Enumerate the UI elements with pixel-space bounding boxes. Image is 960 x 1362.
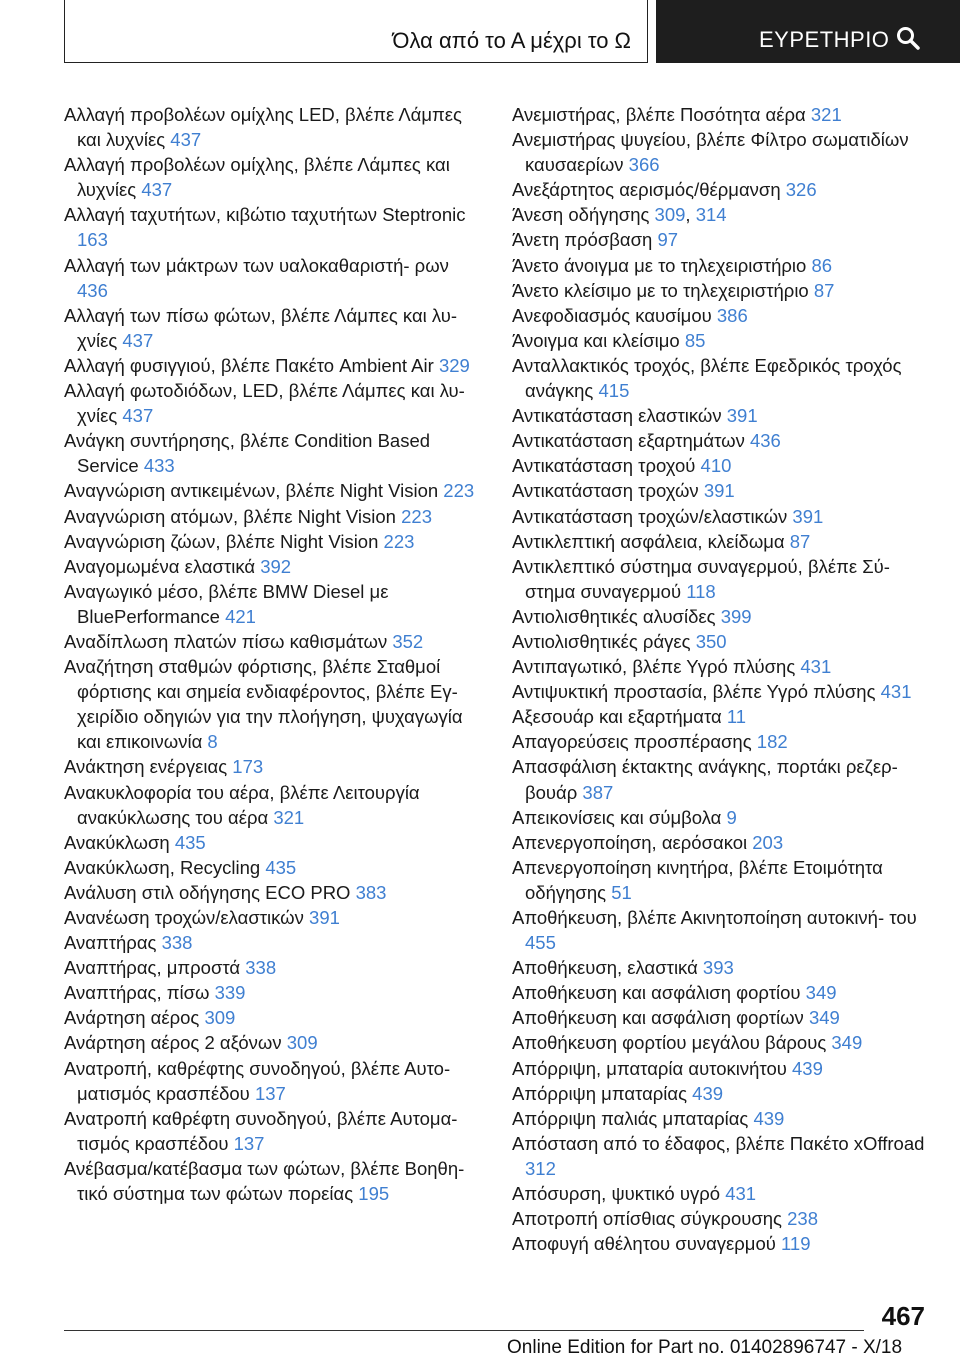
index-entry-page-link[interactable]: 312 [525, 1157, 556, 1179]
index-entry [512, 704, 932, 729]
index-entry-page-link[interactable]: 8 [207, 731, 218, 753]
index-entry [512, 1181, 932, 1206]
index-entry-page-link[interactable]: 455 [525, 932, 556, 954]
index-entry [512, 1056, 932, 1081]
index-entry-page-link[interactable]: 399 [720, 605, 752, 627]
index-entry-term: Αποτροπή οπίσθιας σύγκρουσης [512, 1208, 782, 1230]
index-entry-term: Αναπτήρας, μπροστά [64, 957, 241, 979]
index-entry-term: Απόσυρση, ψυκτικό υγρό [512, 1183, 721, 1205]
index-entry [64, 880, 484, 905]
index-entry-page-link[interactable]: 51 [611, 881, 632, 903]
index-entry-page-link[interactable]: 393 [702, 957, 734, 979]
index-entry [512, 403, 932, 428]
index-entry-page-link[interactable]: 439 [692, 1082, 724, 1104]
index-entry [512, 127, 932, 177]
index-entry [512, 729, 932, 754]
header-tab-a-to-z-label: Όλα από το Α μέχρι το Ω [392, 28, 631, 53]
index-entry-term: Αντικατάσταση ελαστικών [512, 405, 722, 427]
index-entry [64, 428, 484, 478]
index-entry-term: Απεικονίσεις και σύμβολα [512, 806, 722, 828]
index-entry [64, 780, 484, 830]
index-entry-page-link[interactable]: 321 [273, 806, 305, 828]
index-entry-page-link[interactable]: 223 [383, 530, 415, 552]
index-entry [64, 554, 484, 579]
index-column-right [512, 102, 932, 1256]
index-entry-term: Απόσταση από το έδαφος, βλέπε Πακέτο xOffroad [512, 1132, 925, 1154]
index-entry [512, 102, 932, 127]
index-entry [512, 629, 932, 654]
index-entry-term: Αλλαγή προβολέων ομίχλης LED, βλέπε Λάμπες και λυχνίες [64, 104, 462, 151]
index-entry [64, 579, 484, 629]
index-entry-term: Απαγορεύσεις προσπέρασης [512, 731, 752, 753]
index-entry-page-link[interactable]: 437 [141, 179, 173, 201]
index-entry [64, 102, 484, 152]
index-entry-term: Ανεφοδιασμός καυσίμου [512, 304, 712, 326]
index-entry [512, 654, 932, 679]
index-entry-page-link[interactable]: 435 [174, 831, 206, 853]
index-entry-page-link[interactable]: 366 [628, 154, 660, 176]
index-entry [512, 1231, 932, 1256]
index-entry [512, 504, 932, 529]
index-entry-page-link[interactable]: 87 [813, 279, 835, 301]
index-entry-page-link[interactable]: 391 [726, 405, 758, 427]
index-entry [512, 905, 932, 955]
index-entry [512, 805, 932, 830]
index-entry-term: Αποθήκευση και ασφάλιση φορτίων [512, 1007, 804, 1029]
header-tab-index-label: ΕΥΡΕΤΗΡΙΟ [759, 27, 890, 52]
index-entry-page-link[interactable]: 349 [831, 1032, 863, 1054]
index-entry-page-link[interactable]: 203 [752, 831, 784, 853]
index-entry-term: Άνεση οδήγησης [512, 204, 650, 226]
index-entry-term: Αντικατάσταση τροχών/ελαστικών [512, 505, 788, 527]
index-entry-term: Αντιολισθητικές αλυσίδες [512, 605, 716, 627]
index-entry-term: Άνετο κλείσιμο με το τηλεχειριστήριο [512, 279, 809, 301]
index-entry-term: Αντικατάσταση τροχού [512, 455, 696, 477]
index-entry-term: Αντικατάσταση τροχών [512, 480, 699, 502]
index-entry-term: Αντιπαγωτικό, βλέπε Υγρό πλύσης [512, 656, 796, 678]
index-entry-term: Απενεργοποίηση κινητήρα, βλέπε Ετοιμότητα οδήγησης [512, 856, 883, 903]
index-entry [64, 202, 484, 252]
index-entry-term: Αναπτήρας [64, 932, 157, 954]
index-entry-page-link[interactable]: 163 [77, 229, 108, 251]
index-entry-term: Αναγνώριση αντικειμένων, βλέπε Night Vision [64, 480, 439, 502]
index-entry-page-link[interactable]: 392 [260, 555, 292, 577]
index-entry-term: Αλλαγή ταχυτήτων, κιβώτιο ταχυτήτων Steptronic [64, 204, 466, 226]
index-entry-page-link[interactable]: 352 [392, 630, 424, 652]
index-entry [64, 152, 484, 202]
index-entry-page-link[interactable]: 383 [355, 881, 387, 903]
index-entry [64, 754, 484, 779]
index-entry [64, 1005, 484, 1030]
index-entry [64, 629, 484, 654]
index-entry-term: Άνοιγμα και κλείσιμο [512, 329, 680, 351]
index-entry-term: Ανακύκλωση, Recycling [64, 856, 261, 878]
index-entry [512, 303, 932, 328]
index-entry-term: Αναγομωμένα ελαστικά [64, 555, 256, 577]
index-entry [64, 1056, 484, 1106]
index-entry [64, 353, 484, 378]
index-entry-term: Απενεργοποίηση, αερόσακοι [512, 831, 748, 853]
index-entry-page-link[interactable]: 338 [161, 932, 193, 954]
index-entry-term: Άνετο άνοιγμα με το τηλεχειριστήριο [512, 254, 807, 276]
index-entry-page-link[interactable]: 391 [792, 505, 824, 527]
index-entry [512, 1206, 932, 1231]
index-entry-page-link[interactable]: 436 [77, 279, 108, 301]
index-column-left [64, 102, 484, 1206]
index-entry-term: Άνετη πρόσβαση [512, 229, 653, 251]
index-entry [512, 227, 932, 252]
index-entry-term: Αλλαγή φυσιγγιού, βλέπε Πακέτο Ambient Air [64, 354, 434, 376]
index-entry [64, 253, 484, 303]
index-entry-term: Απασφάλιση έκτακτης ανάγκης, πορτάκι ρεζερ‐ βουάρ [512, 756, 898, 803]
index-entry-term: Αποθήκευση, βλέπε Ακινητοποίηση αυτοκινή‐ του [512, 907, 917, 928]
index-entry-term: Αποθήκευση, ελαστικά [512, 957, 698, 979]
index-entry-page-link[interactable]: 11 [726, 706, 747, 728]
index-entry-page-link[interactable]: 431 [880, 681, 912, 703]
page-number: 467 [881, 1301, 925, 1331]
index-entry-term: Ανταλλακτικός τροχός, βλέπε Εφεδρικός τροχός ανάγκης [512, 354, 902, 402]
index-entry-term: Ανέβασμα/κατέβασμα των φώτων, βλέπε Βοηθη‐ τικό σύστημα των φώτων πορείας [64, 1157, 465, 1205]
index-entry [64, 855, 484, 880]
index-entry-term: Αντιψυκτική προστασία, βλέπε Υγρό πλύσης [512, 681, 876, 703]
index-entry [512, 328, 932, 353]
index-entry [512, 529, 932, 554]
index-entry-page-link[interactable]: 85 [684, 329, 706, 351]
index-entry-page-link[interactable]: 349 [808, 1007, 840, 1029]
index-entry-term: Αναδίπλωση πλατών πίσω καθισμάτων [64, 630, 388, 652]
index-entry [64, 654, 484, 754]
index-entry-page-link[interactable]: 391 [309, 907, 340, 928]
index-entry-term: Απόρριψη, μπαταρία αυτοκινήτου [512, 1057, 787, 1079]
index-entry-term: Αντικλεπτικό σύστημα συναγερμού, βλέπε Σύ‐ στημα συναγερμού [512, 555, 890, 602]
index-entry-page-link[interactable]: 437 [122, 329, 154, 351]
index-entry [64, 1156, 484, 1206]
header-tab-a-to-z[interactable] [64, 0, 648, 63]
index-entry-page-link[interactable]: 436 [749, 430, 781, 452]
index-entry [512, 1030, 932, 1055]
index-entry-page-link[interactable]: 431 [800, 656, 832, 678]
index-entry [512, 353, 932, 403]
index-entry-page-link[interactable]: 437 [122, 405, 154, 427]
index-entry-term: Αναζήτηση σταθμών φόρτισης, βλέπε Σταθμοί φόρτισης και σημεία ενδιαφέροντος, βλέπε Εγ‐ χειρίδιο οδηγιών για την πλοήγηση, ψυχαγωγία και επικοινωνία [64, 656, 463, 753]
index-entry-page-link[interactable]: 86 [811, 254, 833, 276]
index-entry-page-link[interactable]: 119 [781, 1233, 811, 1255]
index-entry-page-link[interactable]: 437 [170, 129, 202, 151]
search-icon[interactable] [896, 26, 920, 50]
index-entry-page-link[interactable]: 137 [254, 1082, 286, 1104]
index-entry-term: Ανεξάρτητος αερισμός/θέρμανση [512, 179, 781, 201]
index-entry [64, 955, 484, 980]
index-entry [512, 253, 932, 278]
index-entry-page-link[interactable]: 87 [789, 530, 811, 552]
index-entry-term: Αναγνώριση ατόμων, βλέπε Night Vision [64, 505, 396, 527]
index-entry-term: Αντιολισθητικές ράγες [512, 630, 691, 652]
index-entry [64, 529, 484, 554]
index-entry-term: Αξεσουάρ και εξαρτήματα [512, 706, 722, 728]
index-entry-term: Αναγνώριση ζώων, βλέπε Night Vision [64, 530, 379, 552]
index-entry [64, 830, 484, 855]
footer-divider [64, 1330, 864, 1331]
index-entry: Άνεση οδήγησης 309, 314 [512, 204, 727, 226]
index-entry-term: Ανατροπή, καθρέφτης συνοδηγού, βλέπε Αυτο‐ ματισμός κρασπέδου [64, 1057, 451, 1104]
index-entry-page-link[interactable]: 391 [703, 480, 735, 502]
index-entry-term: Ανακυκλοφορία του αέρα, βλέπε Λειτουργία ανακύκλωσης του αέρα [64, 781, 420, 828]
index-entry-term: Ανεμιστήρας, βλέπε Ποσότητα αέρα [512, 104, 806, 125]
index-entry-page-link[interactable]: 350 [695, 630, 727, 652]
footer-edition-text: Online Edition for Part no. 01402896747 - X/18 [507, 1337, 903, 1358]
index-entry-page-link[interactable]: 326 [785, 179, 817, 201]
index-entry [64, 905, 484, 930]
index-entry [512, 754, 932, 804]
index-entry-page-link[interactable]: 410 [700, 455, 732, 477]
index-entry-page-link[interactable]: 309 [204, 1007, 236, 1029]
index-entry-term: Απόρριψη μπαταρίας [512, 1082, 688, 1104]
index-entry [512, 554, 932, 604]
index-entry-term: Αλλαγή των πίσω φώτων, βλέπε Λάμπες και λυ‐ χνίες [64, 304, 457, 351]
index-entry [512, 679, 932, 704]
index-entry-page-link[interactable]: 433 [143, 455, 175, 477]
index-entry-term: Ανάλυση στιλ οδήγησης ECO PRO [64, 881, 351, 903]
index-entry-page-link[interactable]: 223 [401, 505, 432, 527]
index-entry-page-link[interactable]: 329 [438, 354, 470, 376]
index-entry-term: Ανάρτηση αέρος 2 αξόνων [64, 1032, 282, 1054]
index-entry-term: Αναπτήρας, πίσω [64, 982, 210, 1004]
index-entry [64, 930, 484, 955]
index-entry [512, 478, 932, 503]
index-entry-page-link[interactable]: 431 [725, 1183, 757, 1205]
index-entry-term: Αποφυγή αθέλητου συναγερμού [512, 1233, 776, 1255]
index-entry-page-link[interactable]: 182 [756, 731, 788, 753]
index-entry-page-link[interactable]: 439 [792, 1057, 823, 1079]
index-entry-page-link[interactable]: 173 [232, 756, 264, 778]
index-entry-page-link[interactable]: 137 [233, 1132, 265, 1154]
index-entry-term: Αντικατάσταση εξαρτημάτων [512, 430, 745, 452]
index-entry-page-link[interactable]: 439 [753, 1107, 785, 1129]
index-entry-page-link[interactable]: 415 [598, 380, 630, 402]
index-entry-term: Ανανέωση τροχών/ελαστικών [64, 907, 304, 928]
index-entry-term: Αλλαγή προβολέων ομίχλης, βλέπε Λάμπες και λυχνίες [64, 154, 450, 201]
index-entry [512, 1005, 932, 1030]
index-entry-term: Απόρριψη παλιάς μπαταρίας [512, 1107, 749, 1129]
header-tab-index[interactable] [656, 0, 960, 63]
index-entry-term: Αναγωγικό μέσο, βλέπε BMW Diesel με BluePerformance [64, 580, 389, 627]
index-entry-term: Αλλαγή φωτοδιόδων, LED, βλέπε Λάμπες και λυ‐ χνίες [64, 380, 465, 427]
index-entry-page-link[interactable]: 321 [810, 104, 842, 125]
index-entry [512, 1131, 932, 1181]
index-entry-page-link[interactable]: 118 [686, 580, 716, 602]
index-entry-page-link[interactable]: 435 [265, 856, 297, 878]
index-entry-page-link[interactable]: 223 [443, 480, 475, 502]
index-entry-page-link[interactable]: 9 [726, 806, 737, 828]
index-entry [512, 453, 932, 478]
index-entry [64, 378, 484, 428]
index-entry-term: Ανάγκη συντήρησης, βλέπε Condition Based Service [64, 430, 431, 477]
index-entry-term: Αποθήκευση και ασφάλιση φορτίου [512, 982, 801, 1004]
index-entry [64, 504, 484, 529]
index-entry-page-link[interactable]: 338 [245, 957, 277, 979]
index-entry-page-link[interactable]: 349 [805, 982, 837, 1004]
index-entry-page-link[interactable]: 97 [657, 229, 679, 251]
index-entry-page-link[interactable]: 421 [225, 605, 256, 627]
index-entry-term: Αντικλεπτική ασφάλεια, κλείδωμα [512, 530, 785, 552]
index-entry-term: Ανάκτηση ενέργειας [64, 756, 228, 778]
index-entry-page-link[interactable]: 387 [582, 781, 614, 803]
index-entry-page-link[interactable]: 238 [787, 1208, 818, 1230]
index-entry-term: Ανατροπή καθρέφτη συνοδηγού, βλέπε Αυτομα‐ τισμός κρασπέδου [64, 1107, 458, 1154]
index-entry-term: Ανακύκλωση [64, 831, 170, 853]
index-entry [512, 955, 932, 980]
index-entry [64, 1030, 484, 1055]
index-entry-page-link[interactable]: 339 [214, 982, 246, 1004]
index-entry [512, 428, 932, 453]
index-entry [512, 830, 932, 855]
index-entry-page-link[interactable]: 314 [695, 204, 727, 226]
index-entry [512, 278, 932, 303]
index-entry-term: Ανάρτηση αέρος [64, 1007, 200, 1029]
index-entry-page-link[interactable]: 309 [654, 204, 686, 226]
index-entry [512, 1081, 932, 1106]
index-entry [512, 604, 932, 629]
index-entry [64, 980, 484, 1005]
index-entry [64, 303, 484, 353]
index-entry [512, 1106, 932, 1131]
index-entry [512, 177, 932, 202]
index-entry-page-link[interactable]: 195 [358, 1183, 390, 1205]
index-entry [512, 855, 932, 905]
index-entry [512, 980, 932, 1005]
index-entry [64, 1106, 484, 1156]
index-entry-page-link[interactable]: 309 [286, 1032, 318, 1054]
index-entry-term: Αλλαγή των μάκτρων των υαλοκαθαριστή‐ ρων [64, 254, 449, 276]
index-entry-term: Αποθήκευση φορτίου μεγάλου βάρους [512, 1032, 827, 1054]
index-entry-page-link[interactable]: 386 [716, 304, 748, 326]
index-entry [64, 478, 484, 503]
index-entry-term: Ανεμιστήρας ψυγείου, βλέπε Φίλτρο σωματιδίων καυσαερίων [512, 129, 909, 176]
